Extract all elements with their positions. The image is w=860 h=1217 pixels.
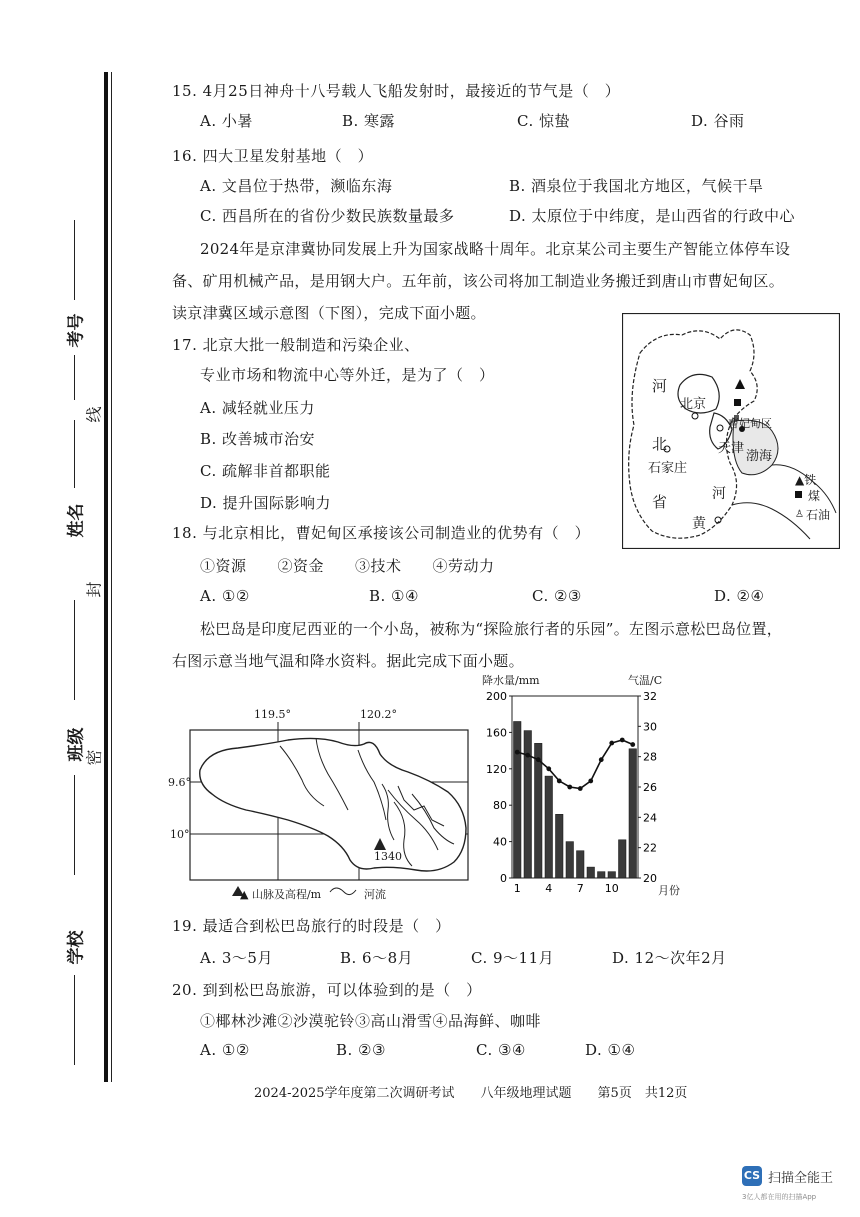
map1-legend-oil-icon: ♙ — [795, 509, 804, 520]
map2-peak-elevation: 1340 — [374, 850, 402, 863]
passage1-line3: 读京津冀区域示意图（下图），完成下面小题。 — [172, 304, 486, 322]
q16-option-a: A. 文昌位于热带，濒临东海 — [200, 177, 393, 195]
q15-option-c: C. 惊蛰 — [517, 112, 570, 130]
q18-option-c: C. ②③ — [532, 587, 582, 605]
jingjinji-map — [622, 313, 840, 549]
school-blank — [74, 975, 75, 1065]
map1-legend-coal-icon — [795, 491, 802, 498]
binding-line-thick — [104, 72, 108, 1082]
binding-line-thin — [111, 72, 112, 1082]
q20-options: ①椰林沙滩②沙漠驼铃③高山滑雪④品海鲜、咖啡 — [200, 1012, 542, 1030]
map2-legend-mountain: ▲ 山脉及高程/m — [240, 888, 322, 901]
chart-ylabel: 降水量/mm — [482, 674, 540, 687]
name-blank — [74, 420, 75, 488]
map1-label-he: 河 — [652, 377, 668, 395]
y-tick-label: 120 — [486, 762, 507, 776]
q19-option-d: D. 12～次年2月 — [612, 949, 727, 967]
temperature-point — [515, 750, 520, 755]
map1-legend-oil: 石油 — [806, 508, 831, 522]
q16-option-c: C. 西昌所在的省份少数民族数量最多 — [200, 207, 455, 225]
map1-label-shijiazhuang: 石家庄 — [648, 461, 688, 476]
map1-label-tianjin: 天津 — [718, 441, 745, 456]
q17-option-b: B. 改善城市治安 — [200, 430, 316, 448]
passage2-line2: 右图示意当地气温和降水资料。据此完成下面小题。 — [172, 652, 524, 670]
map1-label-bohai: 渤海 — [746, 449, 773, 464]
x-tick-label: 1 — [513, 882, 521, 895]
temperature-point — [546, 766, 551, 771]
q18-option-b: B. ①④ — [369, 587, 419, 605]
q20-option-b: B. ②③ — [336, 1041, 386, 1059]
precip-bar — [514, 721, 522, 878]
sumba-map — [168, 710, 480, 900]
climate-chart — [478, 672, 688, 904]
q17-option-a: A. 减轻就业压力 — [200, 399, 315, 417]
q17-option-d: D. 提升国际影响力 — [200, 494, 332, 512]
q16-option-b: B. 酒泉位于我国北方地区，气候干旱 — [509, 177, 764, 195]
temperature-point — [620, 738, 625, 743]
precip-bar — [619, 840, 627, 878]
map2-lon1: 119.5° — [254, 708, 291, 721]
q15-option-d: D. 谷雨 — [691, 112, 745, 130]
secret-label: 密 — [84, 749, 104, 766]
passage2-line1: 松巴岛是印度尼西亚的一个小岛，被称为“探险旅行者的乐园”。左图示意松巴岛位置， — [200, 620, 783, 638]
x-tick-label: 4 — [545, 882, 553, 895]
q18-option-d: D. ②④ — [714, 587, 765, 605]
name-label: 姓名 — [66, 503, 87, 538]
q17-stem-line2: 专业市场和物流中心等外迁，是为了（ ） — [200, 366, 495, 384]
y-tick-label: 80 — [493, 799, 507, 813]
map1-label-huang: 黄 — [692, 516, 706, 532]
map1-legend-coal: 煤 — [808, 489, 821, 503]
q20-option-c: C. ③④ — [476, 1041, 526, 1059]
y-tick-label: 40 — [493, 835, 507, 849]
q17-stem-line1: 17. 北京大批一般制造和污染企业、 — [172, 336, 420, 354]
x-tick-label: 7 — [576, 882, 584, 895]
seal-label: 封 — [84, 581, 104, 598]
map1-label-he2: 河 — [712, 486, 726, 502]
passage1-line2: 备、矿用机械产品，是用钢大户。五年前，该公司将加工制造业务搬迁到唐山市曹妃甸区。 — [172, 272, 785, 290]
temperature-point — [557, 779, 562, 784]
precip-bar — [535, 743, 543, 878]
watermark-brand: 扫描全能王 — [768, 1171, 834, 1186]
map2-lon2: 120.2° — [360, 708, 397, 721]
precip-bar — [629, 749, 637, 878]
map1-label-bei: 北 — [652, 435, 668, 453]
q18-option-a: A. ①② — [200, 587, 250, 605]
map1-legend-iron: ▲铁 — [795, 473, 817, 487]
precip-bar — [577, 851, 585, 878]
camscanner-logo-icon: CS — [742, 1166, 762, 1186]
temperature-point — [609, 741, 614, 746]
x-tick-label: 10 — [604, 882, 619, 895]
passage1-line1: 2024年是京津冀协同发展上升为国家战略十周年。北京某公司主要生产智能立体停车设 — [200, 240, 791, 258]
exam-number-label: 考号 — [66, 313, 87, 348]
map1-label-caofeidian: 曹妃甸区 — [728, 417, 772, 430]
q15-stem: 15. 4月25日神舟十八号载人飞船发射时，最接近的节气是（ ） — [172, 82, 621, 100]
seal-line-label: 线 — [84, 406, 104, 423]
y2-tick-label: 26 — [643, 781, 657, 794]
name-blank-2 — [74, 600, 75, 700]
map1-label-beijing: 北京 — [680, 397, 707, 412]
q20-stem: 20. 到到松巴岛旅游，可以体验到的是（ ） — [172, 981, 482, 999]
exam-number-blank — [74, 220, 75, 300]
y2-tick-label: 32 — [643, 690, 657, 703]
precip-bar — [524, 731, 532, 878]
precip-bar — [587, 867, 595, 878]
q20-option-a: A. ①② — [200, 1041, 250, 1059]
precip-bar — [598, 872, 606, 878]
q16-stem: 16. 四大卫星发射基地（ ） — [172, 147, 374, 165]
temperature-point — [567, 785, 572, 790]
precip-bar — [608, 872, 616, 878]
watermark-subtitle: 3亿人都在用的扫描App — [742, 1193, 817, 1201]
y2-tick-label: 20 — [643, 872, 657, 885]
temperature-point — [578, 786, 583, 791]
y-tick-label: 200 — [486, 690, 507, 703]
temperature-point — [536, 757, 541, 762]
y2-tick-label: 24 — [643, 811, 657, 825]
map1-label-sheng: 省 — [652, 493, 668, 511]
y-tick-label: 0 — [500, 872, 507, 885]
y-tick-label: 160 — [486, 726, 507, 740]
q20-option-d: D. ①④ — [585, 1041, 636, 1059]
precip-bar — [556, 814, 564, 878]
chart-xlabel: 月份 — [658, 884, 680, 897]
school-label: 学校 — [66, 930, 87, 965]
exam-number-blank-2 — [74, 355, 75, 400]
page-footer: 2024-2025学年度第二次调研考试 八年级地理试题 第5页 共12页 — [254, 1086, 688, 1101]
temperature-point — [525, 753, 530, 758]
temperature-point — [630, 742, 635, 747]
q15-option-a: A. 小暑 — [200, 112, 253, 130]
y2-tick-label: 28 — [643, 750, 657, 764]
q18-stem: 18. 与北京相比，曹妃甸区承接该公司制造业的优势有（ ） — [172, 524, 591, 542]
q17-option-c: C. 疏解非首都职能 — [200, 462, 331, 480]
q15-option-b: B. 寒露 — [342, 112, 396, 130]
map2-legend-river: 河流 — [364, 888, 386, 901]
q16-option-d: D. 太原位于中纬度，是山西省的行政中心 — [509, 207, 796, 225]
chart-y2label: 气温/C — [628, 674, 663, 687]
y2-tick-label: 30 — [643, 720, 657, 734]
q19-option-b: B. 6～8月 — [340, 949, 414, 967]
temperature-point — [588, 779, 593, 784]
q19-stem: 19. 最适合到松巴岛旅行的时段是（ ） — [172, 917, 451, 935]
map2-lat1: 9.6° — [168, 776, 191, 789]
class-label: 班级 — [66, 727, 87, 762]
temperature-point — [599, 757, 604, 762]
precip-bar — [566, 842, 574, 878]
q19-option-a: A. 3～5月 — [200, 949, 273, 967]
map2-lat2: 10° — [170, 828, 190, 841]
y2-tick-label: 22 — [643, 841, 657, 855]
precip-bar — [545, 776, 553, 878]
q19-option-c: C. 9～11月 — [471, 949, 555, 967]
class-blank — [74, 775, 75, 875]
q18-options: ①资源 ②资金 ③技术 ④劳动力 — [200, 557, 495, 575]
